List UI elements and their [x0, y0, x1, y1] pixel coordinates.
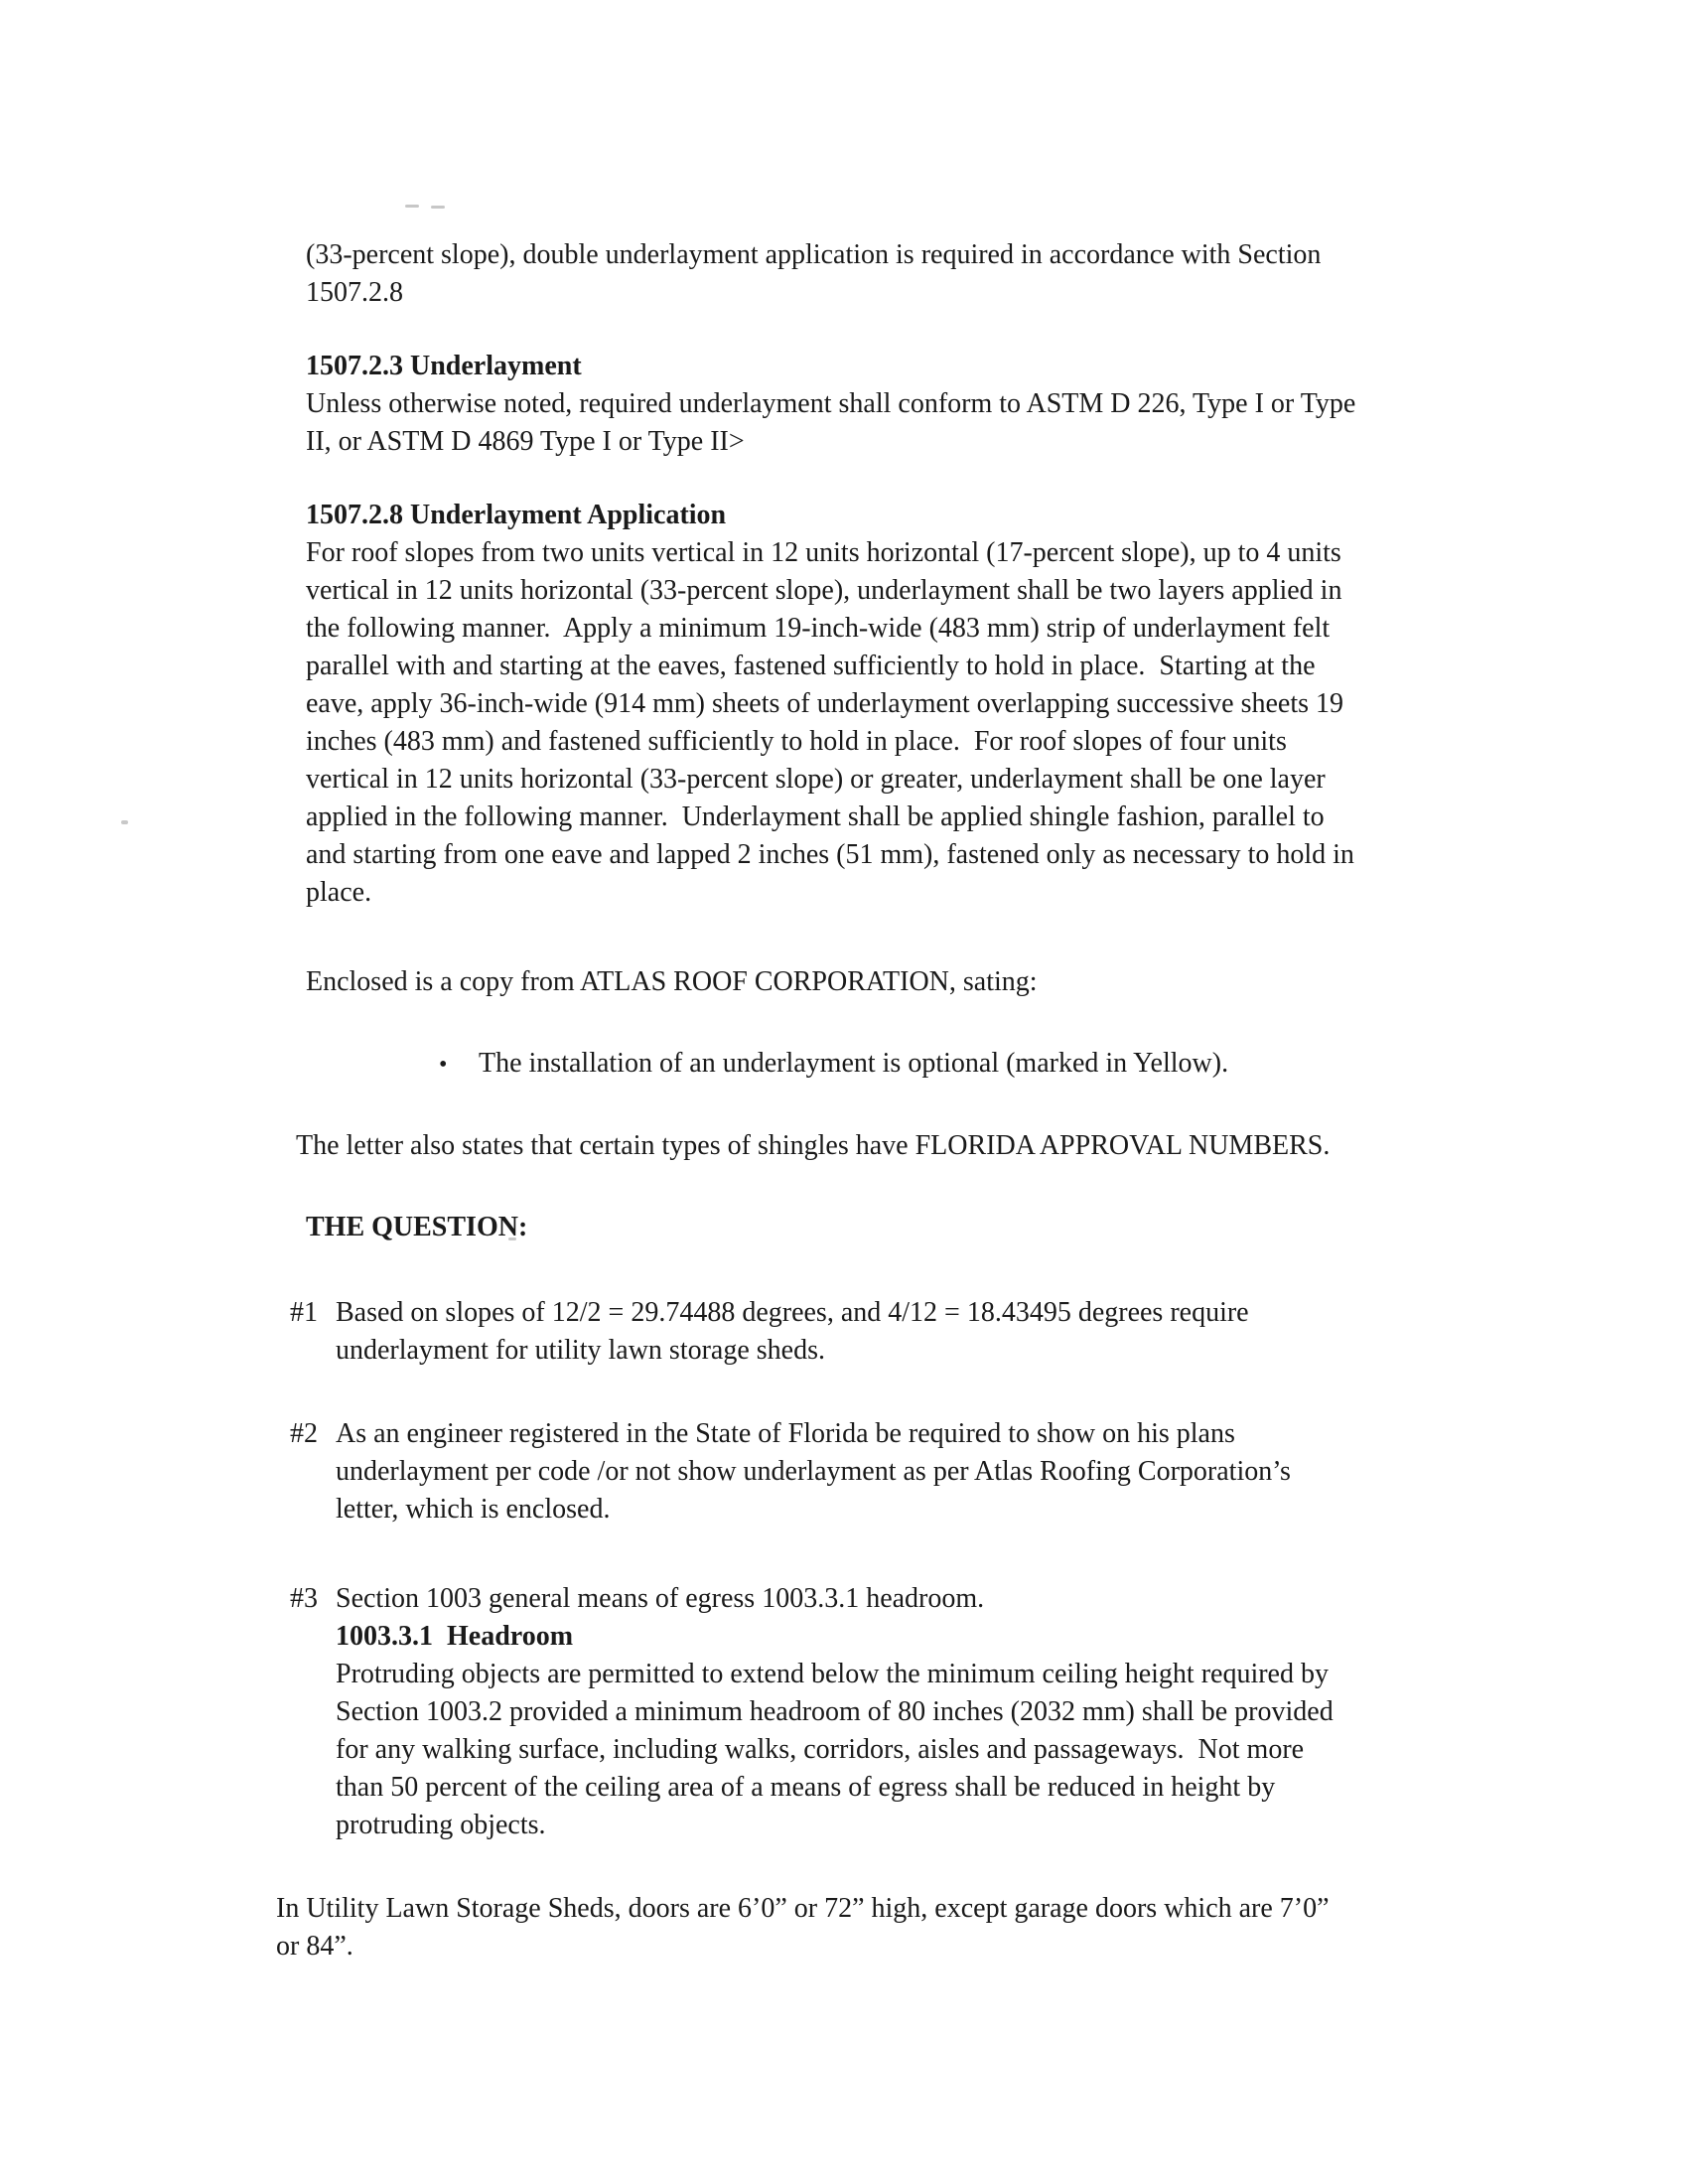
headroom-body: Protruding objects are permitted to extend below the minimum ceiling height required by Section 1003.2 provided a minimum headroom of 80 inches (2032 mm) shall be provided for any walking surface, including walks, corridors, aisles and passageways. Not more than 50 percent of the ceiling area of a means of egress shall be reduced in height by protruding objects.: [336, 1659, 1340, 1840]
question-section-heading: THE QUESTION:: [306, 1212, 528, 1242]
section-heading-1507-2-8: 1507.2.8 Underlayment Application: [306, 500, 727, 530]
scan-artifact-left-margin: [121, 820, 128, 824]
question-1: [290, 1294, 1356, 1370]
bullet-item: [306, 1045, 1356, 1084]
section-body-1507-2-8: For roof slopes from two units vertical in 12 units horizontal (17-percent slope), up to 4 units vertical in 12 units horizontal (33-percent slope), underlayment shall be two layers applied in the following manner. Apply a minimum 19-inch-wide (483 mm) strip of underlayment felt parallel with and starting at the eaves, fastened sufficiently to hold in place. Starting at the eave, apply 36-inch-wide (914 mm) sheets of underlayment overlapping successive sheets 19 inches (483 mm) and fastened sufficiently to hold in place. For roof slopes of four units vertical in 12 units horizontal (33-percent slope) or greater, underlayment shall be one layer applied in the following manner. Underlayment shall be applied shingle fashion, parallel to and starting from one eave and lapped 2 inches (51 mm), fastened only as necessary to hold in place.: [306, 537, 1361, 908]
question-3-text: Section 1003 general means of egress 1003.3.1 headroom.: [336, 1583, 985, 1614]
question-2-marker: #2: [290, 1418, 318, 1449]
question-2-text: As an engineer registered in the State of Florida be required to show on his plans underlayment per code /or not show underlayment as per Atlas Roofing Corporation’s letter, which is enclosed.: [336, 1418, 1298, 1525]
question-2: [290, 1415, 1356, 1529]
question-1-text: Based on slopes of 12/2 = 29.74488 degrees, and 4/12 = 18.43495 degrees require underlayment for utility lawn storage sheds.: [336, 1297, 1256, 1366]
enclosed-paragraph: Enclosed is a copy from ATLAS ROOF CORPORATION, sating:: [306, 966, 1038, 997]
scan-artifact-top: [405, 205, 419, 208]
closing-paragraph: In Utility Lawn Storage Sheds, doors are 6’0” or 72” high, except garage doors which are 7’0” or 84”.: [276, 1893, 1336, 1962]
bullet-icon: •: [439, 1052, 448, 1078]
question-3: [290, 1580, 1356, 1844]
document-content: [276, 236, 1363, 1966]
question-1-marker: #1: [290, 1297, 318, 1328]
intro-paragraph: (33-percent slope), double underlayment application is required in accordance with Section 1507.2.8: [306, 239, 1329, 308]
letter-states-paragraph: The letter also states that certain types of shingles have FLORIDA APPROVAL NUMBERS.: [296, 1130, 1331, 1161]
section-body-1507-2-3: Unless otherwise noted, required underlayment shall conform to ASTM D 226, Type I or Type II, or ASTM D 4869 Type I or Type II>: [306, 388, 1363, 457]
question-3-marker: #3: [290, 1583, 318, 1614]
section-heading-1507-2-3: 1507.2.3 Underlayment: [306, 351, 582, 381]
headroom-subheading: 1003.3.1 Headroom: [336, 1621, 574, 1652]
bullet-text: The installation of an underlayment is optional (marked in Yellow).: [479, 1048, 1229, 1079]
